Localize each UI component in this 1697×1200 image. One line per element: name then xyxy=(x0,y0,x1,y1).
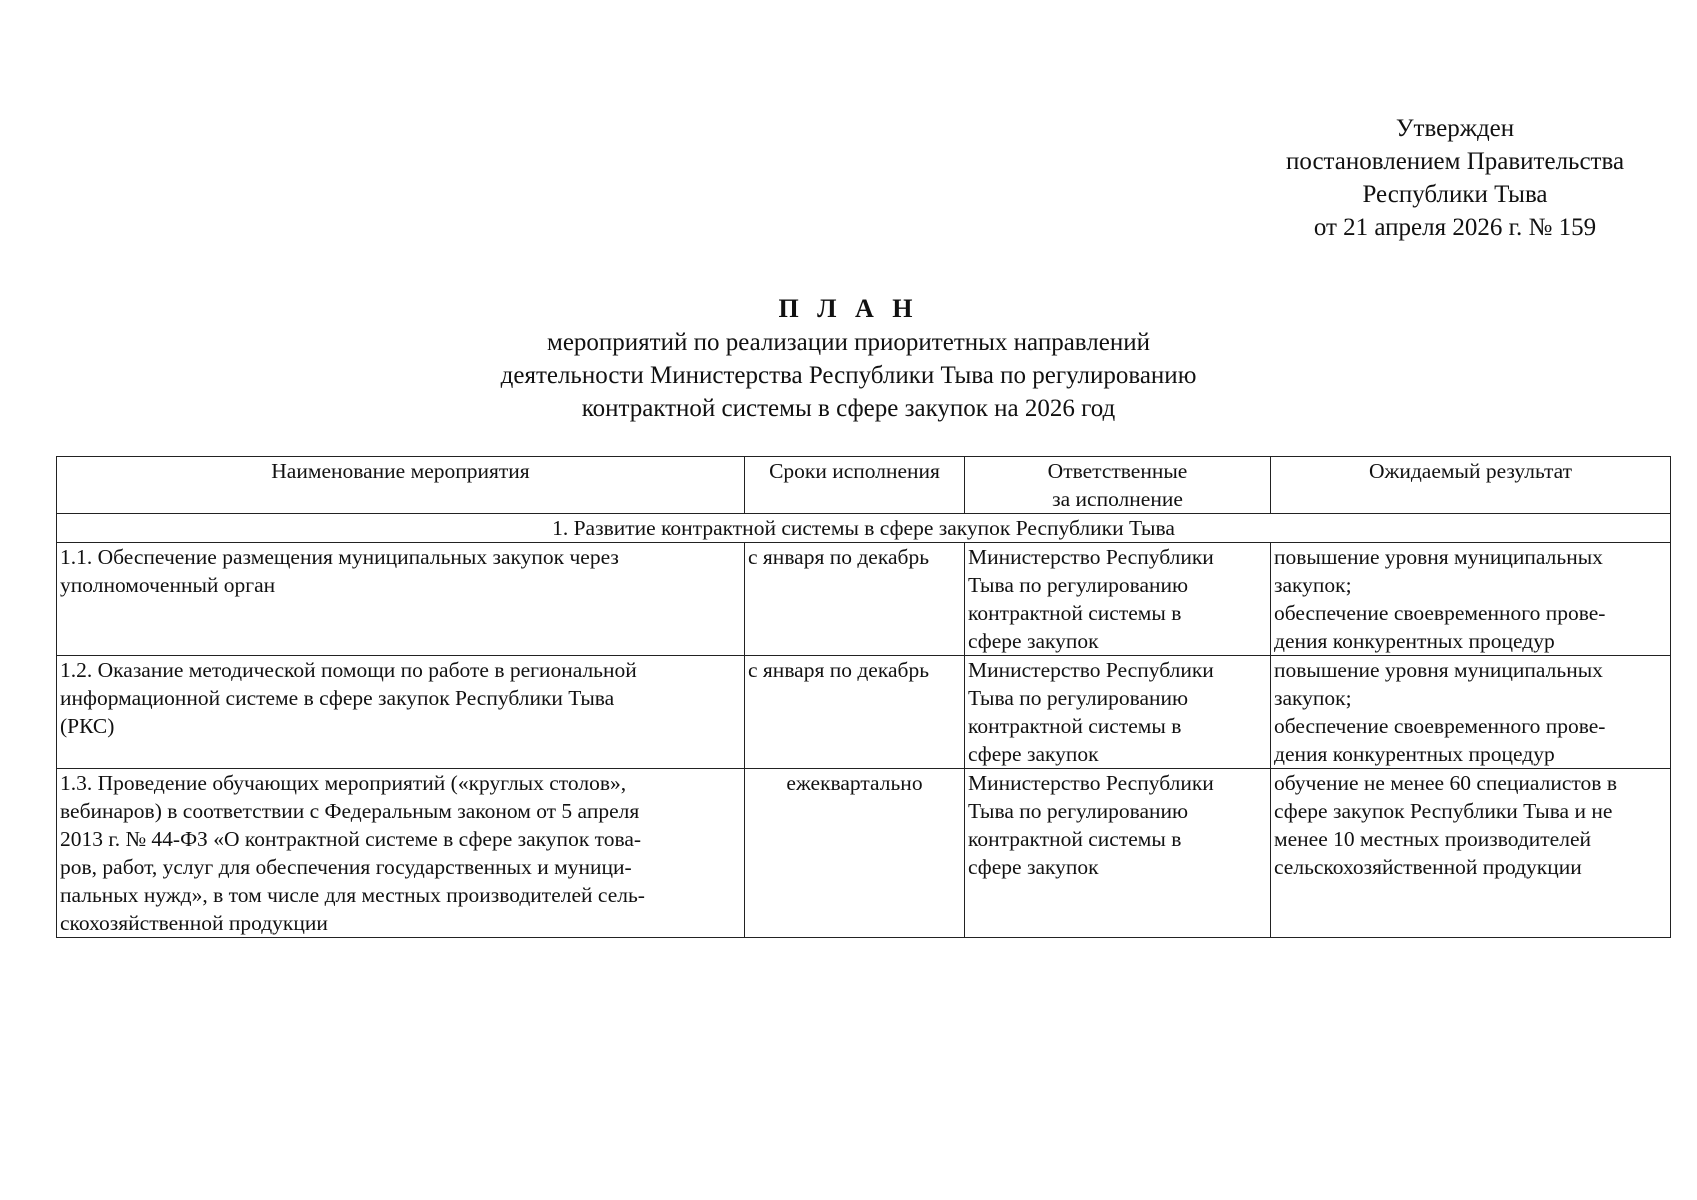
cell-text-line: Министерство Республики xyxy=(968,771,1214,795)
cell-text-line: дения конкурентных процедур xyxy=(1274,742,1555,766)
cell-text-line: повышение уровня муниципальных xyxy=(1274,658,1603,682)
plan-table xyxy=(56,456,1671,938)
subtitle-line: контрактной системы в сфере закупок на 2026 год xyxy=(581,395,1116,422)
subtitle-line: мероприятий по реализации приоритетных направлений xyxy=(547,329,1150,356)
cell-responsible xyxy=(965,543,1271,656)
table-row xyxy=(57,543,1671,656)
cell-text-line: обучение не менее 60 специалистов в xyxy=(1274,771,1617,795)
cell-result xyxy=(1271,656,1671,769)
cell-terms: ежеквартально xyxy=(745,769,965,938)
cell-text-line: Тыва по регулированию xyxy=(968,573,1189,597)
cell-text-line: повышение уровня муниципальных xyxy=(1274,545,1603,569)
cell-text-line: вебинаров) в соответствии с Федеральным законом от 5 апреля xyxy=(60,799,640,823)
approval-line: от 21 апреля 2026 г. № 159 xyxy=(1313,214,1597,241)
cell-text-line: дения конкурентных процедур xyxy=(1274,629,1555,653)
cell-text-line: контрактной системы в xyxy=(968,827,1182,851)
cell-text-line: информационной системе в сфере закупок Республики Тыва xyxy=(60,686,615,710)
section-row xyxy=(57,514,1671,543)
cell-name xyxy=(57,543,745,656)
header-responsible-line: за исполнение xyxy=(1052,487,1183,511)
cell-responsible xyxy=(965,656,1271,769)
approval-stamp xyxy=(1230,112,1680,244)
subtitle-line: деятельности Министерства Республики Тыва по регулированию xyxy=(500,362,1197,389)
cell-terms: с января по декабрь xyxy=(745,543,965,656)
cell-text-line: закупок; xyxy=(1274,573,1352,597)
cell-text-line: Министерство Республики xyxy=(968,658,1214,682)
header-responsible-line: Ответственные xyxy=(1047,459,1188,483)
table-row xyxy=(57,656,1671,769)
cell-text-line: менее 10 местных производителей xyxy=(1274,827,1591,851)
cell-text-line: ров, работ, услуг для обеспечения государственных и муници- xyxy=(60,855,632,879)
cell-text-line: скохозяйственной продукции xyxy=(60,911,328,935)
cell-responsible xyxy=(965,769,1271,938)
cell-text-line: обеспечение своевременного прове- xyxy=(1274,714,1606,738)
approval-line: Утвержден xyxy=(1395,115,1515,142)
cell-text-line: 1.3. Проведение обучающих мероприятий («круглых столов», xyxy=(60,771,627,795)
cell-text-line: Тыва по регулированию xyxy=(968,686,1189,710)
cell-text-line: закупок; xyxy=(1274,686,1352,710)
cell-text-line: обеспечение своевременного прове- xyxy=(1274,601,1606,625)
cell-text-line: пальных нужд», в том числе для местных производителей сель- xyxy=(60,883,645,907)
cell-text-line: сфере закупок xyxy=(968,629,1099,653)
cell-text-line: 2013 г. № 44-ФЗ «О контрактной системе в сфере закупок това- xyxy=(60,827,642,851)
cell-result xyxy=(1271,543,1671,656)
cell-result xyxy=(1271,769,1671,938)
cell-text-line: Тыва по регулированию xyxy=(968,799,1189,823)
cell-text-line: Министерство Республики xyxy=(968,545,1214,569)
cell-text-line: контрактной системы в xyxy=(968,601,1182,625)
cell-text-line: сфере закупок xyxy=(968,855,1099,879)
header-responsible xyxy=(965,457,1271,514)
table-header-row xyxy=(57,457,1671,514)
approval-line: Республики Тыва xyxy=(1362,181,1548,208)
cell-text-line: сельскохозяйственной продукции xyxy=(1274,855,1582,879)
header-name: Наименование мероприятия xyxy=(57,457,745,514)
cell-text-line: (РКС) xyxy=(60,714,115,738)
cell-name xyxy=(57,769,745,938)
cell-text-line: 1.2. Оказание методической помощи по работе в региональной xyxy=(60,658,637,682)
header-result: Ожидаемый результат xyxy=(1271,457,1671,514)
cell-name xyxy=(57,656,745,769)
section-title: 1. Развитие контрактной системы в сфере закупок Республики Тыва xyxy=(57,514,1671,543)
cell-terms: с января по декабрь xyxy=(745,656,965,769)
approval-line: постановлением Правительства xyxy=(1285,148,1625,175)
document-title: П Л А Н xyxy=(778,294,919,323)
header-terms: Сроки исполнения xyxy=(745,457,965,514)
document-heading xyxy=(300,292,1397,425)
cell-text-line: сфере закупок xyxy=(968,742,1099,766)
cell-text-line: сфере закупок Республики Тыва и не xyxy=(1274,799,1613,823)
cell-text-line: контрактной системы в xyxy=(968,714,1182,738)
table-row xyxy=(57,769,1671,938)
cell-text-line: уполномоченный орган xyxy=(60,573,276,597)
cell-text-line: 1.1. Обеспечение размещения муниципальных закупок через xyxy=(60,545,619,569)
